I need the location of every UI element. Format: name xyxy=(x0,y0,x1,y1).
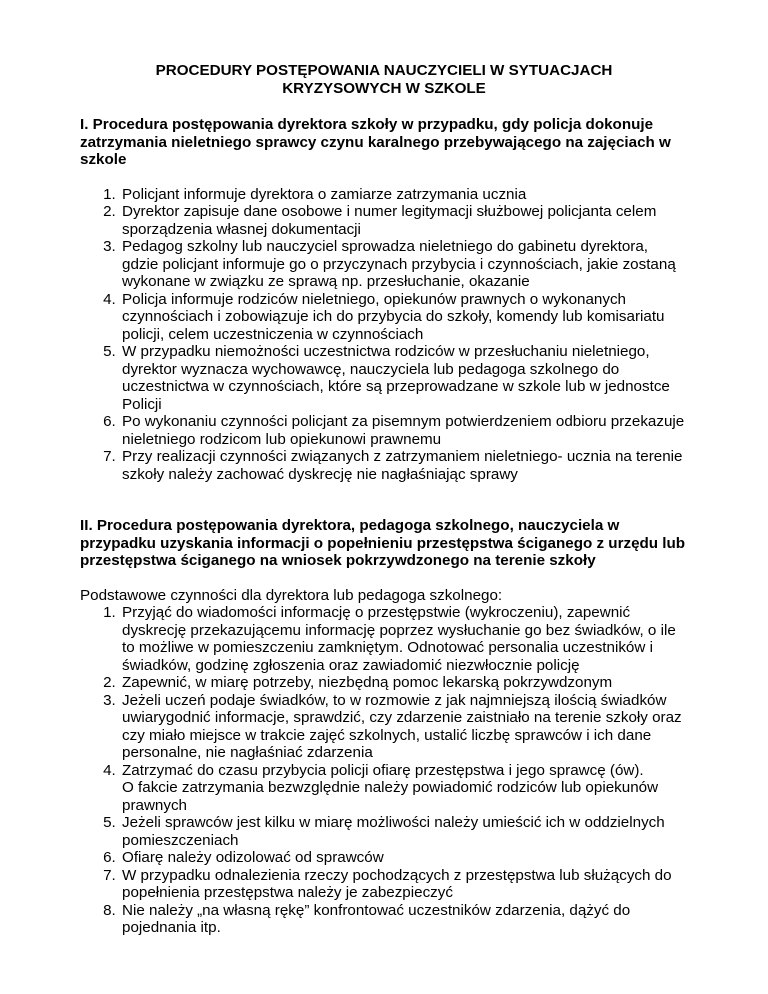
section-2-list xyxy=(80,604,688,937)
list-item: 2. Dyrektor zapisuje dane osobowe i numer legitymacji służbowej policjanta celem sporządzenia własnej dokumentacji xyxy=(120,203,688,238)
list-item: 7. Przy realizacji czynności związanych z zatrzymaniem nieletniego- ucznia na terenie szkoły należy zachować dyskrecję nie nagłaśniając sprawy xyxy=(120,448,688,483)
list-item: 1. Policjant informuje dyrektora o zamiarze zatrzymania ucznia xyxy=(120,186,688,204)
section-2-heading: II. Procedura postępowania dyrektora, pedagoga szkolnego, nauczyciela w przypadku uzyskania informacji o popełnieniu przestępstwa ściganego z urzędu lub przestępstwa ściganego na wniosek pokrzywdzonego na terenie szkoły xyxy=(80,517,686,569)
list-item: 5. Jeżeli sprawców jest kilku w miarę możliwości należy umieścić ich w oddzielnych pomieszczeniach xyxy=(120,814,688,849)
section-2-intro: Podstawowe czynności dla dyrektora lub pedagoga szkolnego: xyxy=(80,586,503,604)
document-title xyxy=(80,62,688,98)
list-item: 2. Zapewnić, w miarę potrzeby, niezbędną pomoc lekarską pokrzywdzonym xyxy=(120,674,688,692)
list-item: 3. Jeżeli uczeń podaje świadków, to w rozmowie z jak najmniejszą ilością świadków uwiarygodnić informacje, sprawdzić, czy zdarzenie zaistniało na terenie szkoły oraz czy miało miejsce w trakcie zajęć szkolnych, ustalić liczbę sprawców i ich dane personalne, nie nagłaśniać zdarzenia xyxy=(120,692,688,762)
list-item: 6. Po wykonaniu czynności policjant za pisemnym potwierdzeniem odbioru przekazuje nieletniego rodzicom lub opiekunowi prawnemu xyxy=(120,413,688,448)
list-item: 4. Policja informuje rodziców nieletniego, opiekunów prawnych o wykonanych czynnościach i zobowiązuje ich do przybycia do szkoły, komendy lub komisariatu policji, celem uczestniczenia w czynnościach xyxy=(120,291,688,344)
list-item: 3. Pedagog szkolny lub nauczyciel sprowadza nieletniego do gabinetu dyrektora, gdzie policjant informuje go o przyczynach przybycia i czynnościach, jakie zostaną wykonane w związku ze sprawą np. przesłuchanie, okazanie xyxy=(120,238,688,291)
section-1-list xyxy=(80,186,688,484)
list-item-text: Zatrzymać do czasu przybycia policji ofiarę przestępstwa i jego sprawcę (ów). xyxy=(122,761,644,779)
list-item xyxy=(120,762,688,815)
section-1-heading: I. Procedura postępowania dyrektora szkoły w przypadku, gdy policja dokonuje zatrzymania nieletniego sprawcy czynu karalnego przebywającego na zajęciach w szkole xyxy=(80,116,671,168)
list-item-continuation: O fakcie zatrzymania bezwzględnie należy powiadomić rodziców lub opiekunów prawnych xyxy=(122,779,659,814)
title-line-1: PROCEDURY POSTĘPOWANIA NAUCZYCIELI W SYTUACJACH xyxy=(155,62,613,79)
list-item: 1. Przyjąć do wiadomości informację o przestępstwie (wykroczeniu), zapewnić dyskrecję przekazującemu informację poprzez wysłuchanie go bez świadków, o ile to możliwe w pomieszczeniu zamkniętym. Odnotować personalia uczestników i świadków, godzinę zgłoszenia oraz zawiadomić niezwłocznie policję xyxy=(120,604,688,674)
list-item: 6. Ofiarę należy odizolować od sprawców xyxy=(120,849,688,867)
title-line-2: KRYZYSOWYCH W SZKOLE xyxy=(282,80,486,97)
list-item: 7. W przypadku odnalezienia rzeczy pochodzących z przestępstwa lub służących do popełnienia przestępstwa należy je zabezpieczyć xyxy=(120,867,688,902)
list-item: 5. W przypadku niemożności uczestnictwa rodziców w przesłuchaniu nieletniego, dyrektor wyznacza wychowawcę, nauczyciela lub pedagoga szkolnego do uczestnictwa w czynnościach, które są przeprowadzane w szkole lub w jednostce Policji xyxy=(120,343,688,413)
list-item: 8. Nie należy „na własną rękę” konfrontować uczestników zdarzenia, dążyć do pojednania itp. xyxy=(120,902,688,937)
